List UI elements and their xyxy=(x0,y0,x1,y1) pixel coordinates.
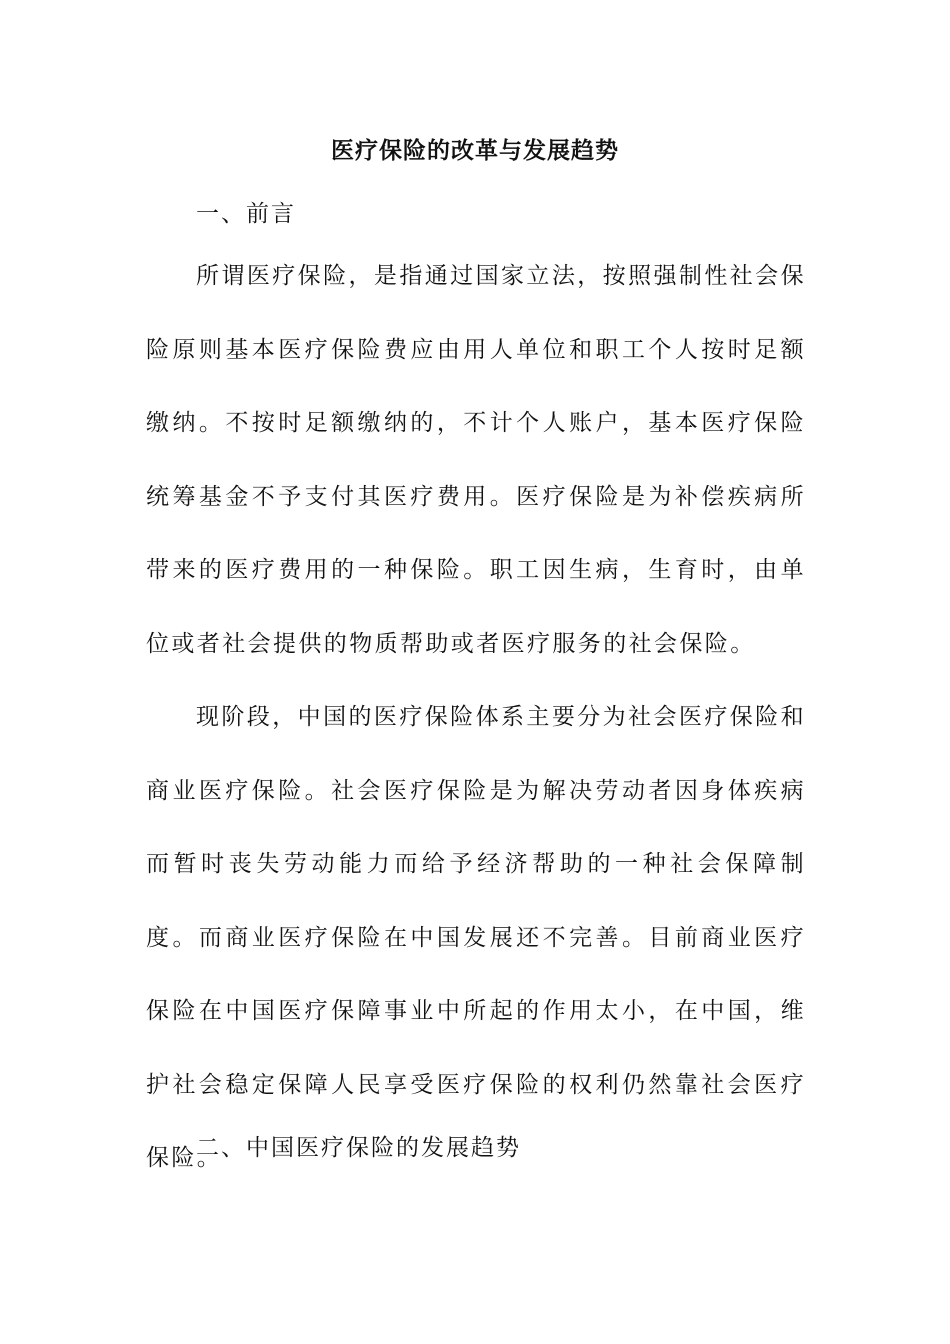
paragraph-current-stage: 现阶段，中国的医疗保险体系主要分为社会医疗保险和商业医疗保险。社会医疗保险是为解决劳动者因身体疾病而暂时丧失劳动能力而给予经济帮助的一种社会保障制度。而商业医疗保险在中国发展还不完善。目前商业医疗保险在中国医疗保障事业中所起的作用太小，在中国，维护社会稳定保障人民享受医疗保险的权利仍然靠社会医疗保险。 xyxy=(146,704,806,1171)
document-title: 医疗保险的改革与发展趋势 xyxy=(331,137,619,164)
paragraph-definition: 所谓医疗保险，是指通过国家立法，按照强制性社会保险原则基本医疗保险费应由用人单位和职工个人按时足额缴纳。不按时足额缴纳的，不计个人账户，基本医疗保险统筹基金不予支付其医疗费用。医疗保险是为补偿疾病所带来的医疗费用的一种保险。职工因生病，生育时，由单位或者社会提供的物质帮助或者医疗服务的社会保险。 xyxy=(146,263,806,657)
section-heading-trends: 二、中国医疗保险的发展趋势 xyxy=(196,1135,521,1161)
section-heading-preface: 一、前言 xyxy=(196,201,296,227)
